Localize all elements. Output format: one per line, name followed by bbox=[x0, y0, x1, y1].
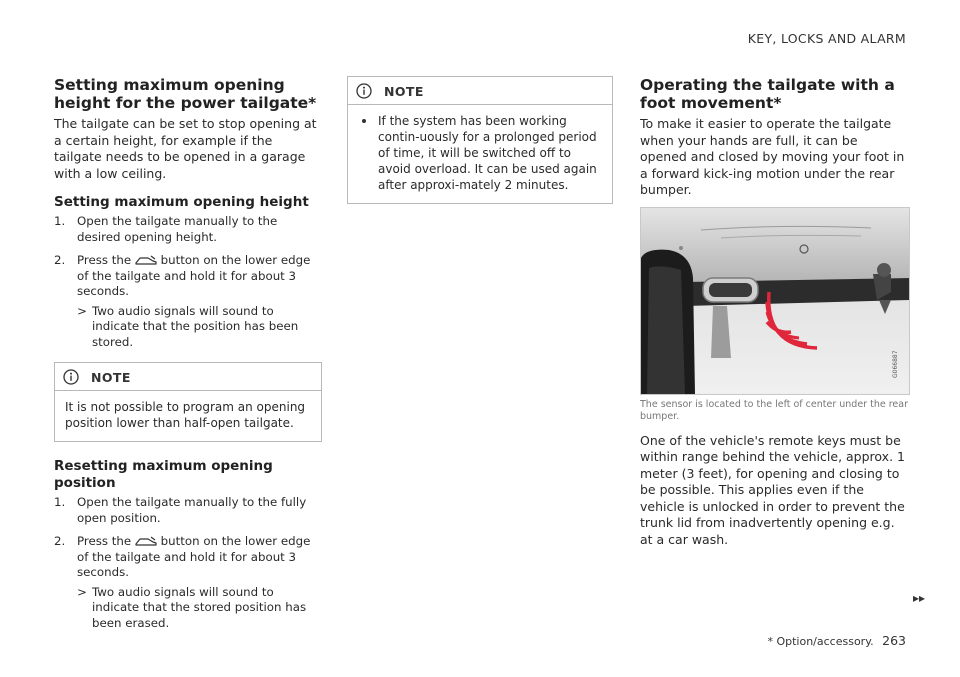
list-item: If the system has been working contin-uously for a prolonged period of time, it will be switched off to avoid overload. It can be used again after approxi-mately 2 minutes. bbox=[358, 113, 602, 193]
figure-caption: The sensor is located to the left of center under the rear bumper. bbox=[640, 398, 908, 422]
note-header: NOTE bbox=[348, 77, 612, 105]
figure-code: G066887 bbox=[892, 349, 899, 378]
step-result: > Two audio signals will sound to indicate that the stored position has been erased. bbox=[77, 584, 307, 630]
tailgate-button-icon bbox=[135, 254, 157, 266]
note-box bbox=[54, 362, 322, 442]
step-result: > Two audio signals will sound to indicate that the position has been stored. bbox=[77, 303, 299, 349]
continue-arrows-icon: ▸▸ bbox=[913, 591, 926, 605]
heading-reset-position: Resetting maximum opening position bbox=[54, 458, 273, 491]
heading-set-height: Setting maximum opening height bbox=[54, 194, 309, 210]
info-icon bbox=[356, 83, 372, 99]
page-number: 263 bbox=[882, 633, 906, 648]
list-item: 2. Press the button on the lower edge of the tailgate and hold it for about 3 seconds. > Two audio signals will sound to indicate that the position has been stored. bbox=[54, 253, 322, 350]
option-note: * Option/accessory. bbox=[767, 635, 874, 648]
reset-steps-list bbox=[54, 495, 322, 631]
list-item: 1. Open the tailgate manually to the desired opening height. bbox=[54, 214, 278, 244]
body-foot-movement: One of the vehicle's remote keys must be within range behind the vehicle, approx. 1 meter (3 feet), for opening and closing to be possible. This applies even if the vehicle is unlocked in order to prevent the trunk lid from inadvertently opening e.g. at a car wash. bbox=[640, 432, 905, 547]
page-footer bbox=[767, 633, 906, 648]
intro-foot-movement: To make it easier to operate the tailgate when your hands are full, it can be opened and closed by moving your foot in a forward kick-ing motion under the rear bumper. bbox=[640, 116, 905, 197]
set-steps-list bbox=[54, 214, 322, 350]
bullet-dot bbox=[362, 119, 366, 123]
note-box bbox=[347, 76, 613, 204]
list-item: 1. Open the tailgate manually to the fully open position. bbox=[54, 495, 307, 525]
tailgate-button-icon bbox=[135, 535, 157, 547]
intro-max-height: The tailgate can be set to stop opening at a certain height, for example if the tailgate needs to be opened in a garage with a low ceiling. bbox=[54, 116, 317, 181]
note-header: NOTE bbox=[55, 363, 321, 391]
title-max-height: Setting maximum opening height for the power tailgate* bbox=[54, 76, 317, 112]
bumper-sensor-image bbox=[641, 208, 909, 394]
column-right bbox=[640, 76, 908, 548]
section-header: KEY, LOCKS AND ALARM bbox=[747, 31, 906, 46]
list-item: 2. Press the button on the lower edge of the tailgate and hold it for about 3 seconds. > Two audio signals will sound to indicate that the stored position has been erased. bbox=[54, 534, 322, 631]
note-text: It is not possible to program an opening position lower than half-open tailgate. bbox=[65, 400, 306, 430]
column-left bbox=[54, 76, 322, 639]
note-text bbox=[348, 105, 612, 203]
column-middle bbox=[347, 76, 613, 204]
title-foot-movement: Operating the tailgate with a foot movement* bbox=[640, 76, 895, 112]
info-icon bbox=[63, 369, 79, 385]
rear-bumper-illustration bbox=[640, 207, 910, 395]
